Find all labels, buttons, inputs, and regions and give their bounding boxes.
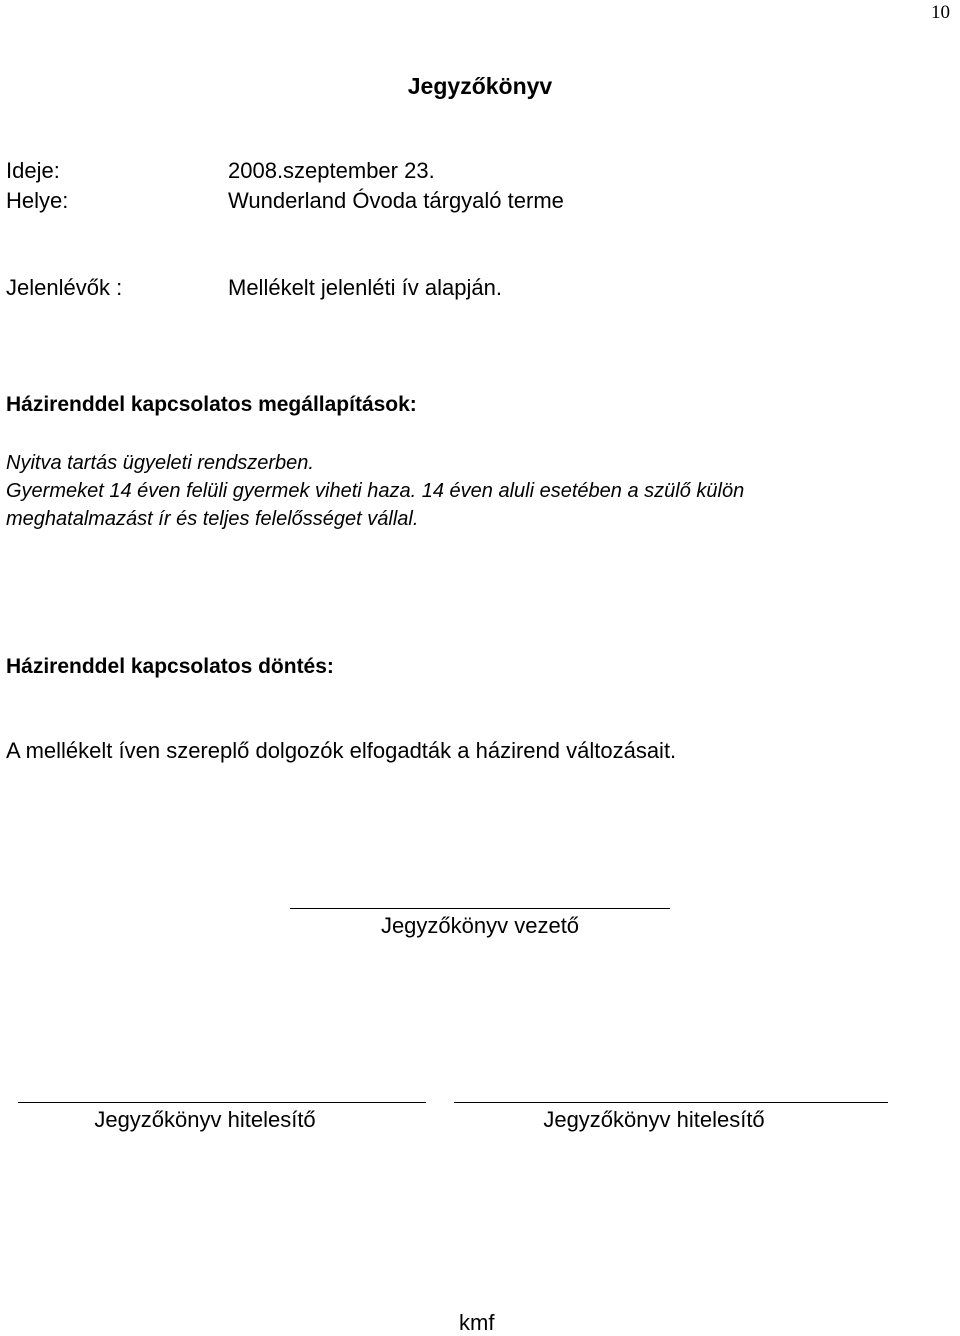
recorder-signature-label: Jegyzőkönyv vezető — [380, 913, 580, 938]
date-value: 2008.szeptember 23. — [228, 158, 435, 183]
authenticator-left-signature-line — [18, 1102, 426, 1103]
findings-line: meghatalmazást ír és teljes felelősséget vállal. — [6, 508, 419, 530]
attendees-value: Mellékelt jelenléti ív alapján. — [228, 275, 502, 300]
findings-line: Nyitva tartás ügyeleti rendszerben. — [6, 452, 314, 474]
document-title: Jegyzőkönyv — [407, 73, 553, 99]
authenticator-right-signature-label: Jegyzőkönyv hitelesítő — [543, 1107, 765, 1132]
authenticator-right-signature-line — [454, 1102, 888, 1103]
decision-heading: Házirenddel kapcsolatos döntés: — [6, 655, 334, 678]
attendees-label: Jelenlévők : — [6, 275, 123, 300]
place-value: Wunderland Óvoda tárgyaló terme — [228, 188, 564, 213]
page-number: 10 — [931, 2, 950, 23]
findings-heading: Házirenddel kapcsolatos megállapítások: — [6, 393, 417, 416]
kmf-footer: kmf — [459, 1310, 495, 1335]
date-label: Ideje: — [6, 158, 60, 183]
place-label: Helye: — [6, 188, 69, 213]
recorder-signature-line — [290, 908, 670, 909]
authenticator-left-signature-label: Jegyzőkönyv hitelesítő — [94, 1107, 316, 1132]
findings-line: Gyermeket 14 éven felüli gyermek viheti haza. 14 éven aluli esetében a szülő külön — [6, 480, 745, 502]
decision-text: A mellékelt íven szereplő dolgozók elfogadták a házirend változásait. — [6, 738, 677, 763]
